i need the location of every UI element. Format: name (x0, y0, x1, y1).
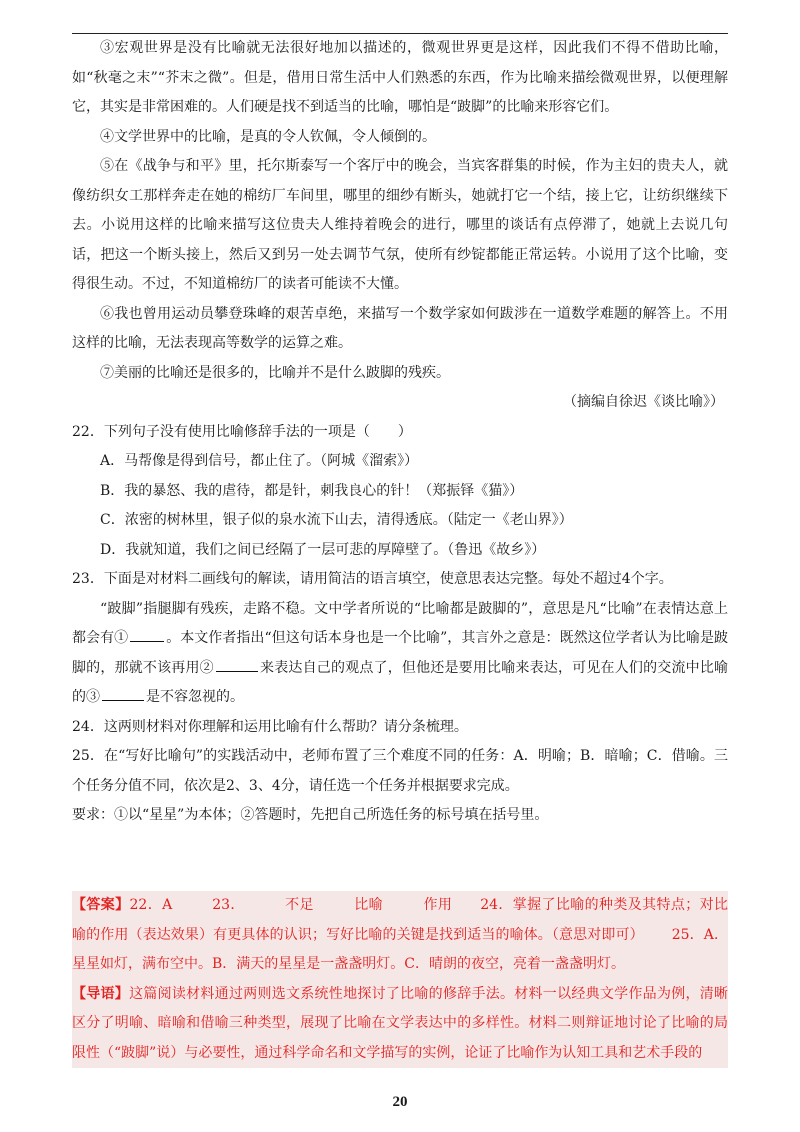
passage-paragraph-5: ⑤在《战争与和平》里，托尔斯泰写一个客厅中的晚会，当宾客群集的时候，作为主妇的贵夫人，就像纺织女工那样奔走在她的棉纺厂车间里，哪里的细纱有断头，她就打它一个结，接上它，让纺织继续下去。小说用这样的比喻来描写这位贵夫人维持着晚会的进行，哪里的谈话有点停滞了，她就上去说几句话，把这一个断头接上，然后又到另一处去调节气氛，使所有纱锭都能正常运转。小说用了这个比喻，变得很生动。不过，不知道棉纺厂的读者可能读不大懂。 (72, 158, 728, 292)
passage-paragraph-3: ③宏观世界是没有比喻就无法很好地加以描述的，微观世界更是这样，因此我们不得不借助比喻，如“秋毫之末”“芥末之微”。但是，借用日常生活中人们熟悉的东西，作为比喻来描绘微观世界，以便理解它，其实是非常困难的。人们硬是找不到适当的比喻，哪怕是“跛脚”的比喻来形容它们。 (72, 40, 728, 115)
answer-paragraph (72, 891, 728, 980)
question-22-option-c: C．浓密的树林里，银子似的泉水流下山去，清得透底。（陆定一《老山界》） (100, 512, 573, 528)
q23-text-part-2: 。本文作者指出“但这句话本身也是一个比喻”，其言外之意是：既然这位学者认为比喻是跛脚的，那就不该再用② (72, 630, 729, 676)
answer-23-blank-1: 不足 (284, 897, 314, 913)
q23-text-part-3: 来表达自己的观点了，但他还是要用比喻来表达，可见在人们的交流中比喻的③ (72, 659, 729, 705)
answer-22: 22．A (129, 897, 173, 913)
q23-blank-2 (216, 657, 258, 672)
main-content (72, 34, 728, 831)
question-25-stem: 25．在“写好比喻句”的实践活动中，老师布置了三个难度不同的任务：A．明喻；B．暗喻；C．借喻。三个任务分值不同，依次是2、3、4分，请任选一个任务并根据要求完成。 (72, 748, 728, 794)
question-22-option-a: A．马帮像是得到信号，都止住了。（阿城《溜索》） (100, 453, 419, 469)
passage-paragraph-4: ④文学世界中的比喻，是真的令人钦佩，令人倾倒的。 (100, 128, 436, 145)
page-number: 20 (392, 1094, 408, 1110)
question-22-option-b: B．我的暴怒、我的虐待，都是针，刺我良心的针！（郑振铎《猫》） (100, 482, 524, 499)
answer-24: 24．掌握了比喻的种类及其特点；对比喻的作用（表达效果）有更具体的认识；写好比喻的关键是找到适当的喻体。（意思对即可） (72, 897, 729, 943)
question-24-stem: 24．这两则材料对你理解和运用比喻有什么帮助？请分条梳理。 (72, 718, 468, 735)
question-22-option-d: D．我就知道，我们之间已经隔了一层可悲的厚障壁了。（鲁迅《故乡》） (100, 541, 546, 558)
guide-text: 这篇阅读材料通过两则选文系统性地探讨了比喻的修辞手法。材料一以经典文学作品为例，清晰区分了明喻、暗喻和借喻三种类型，展现了比喻在文学表达中的多样性。材料二则辩证地讨论了比喻的局限性（“跛脚”说）与必要性，通过科学命名和文学描写的实例，论证了比喻作为认知工具和艺术手段的 (72, 985, 729, 1061)
passage-paragraph-7: ⑦美丽的比喻还是很多的，比喻并不是什么跛脚的残疾。 (100, 364, 450, 381)
question-23-text (72, 595, 728, 713)
q23-blank-1 (130, 627, 164, 642)
q23-blank-3 (102, 686, 144, 701)
guide-paragraph (72, 980, 728, 1069)
answer-23-number: 23． (212, 897, 245, 913)
q23-text-part-4: 是不容忽视的。 (146, 689, 244, 705)
question-25-requirement: 要求：①以“星星”为本体；②答题时，先把自己所选任务的标号填在括号里。 (72, 807, 549, 823)
q23-text-part-1: “跛脚”指腿脚有残疾，走路不稳。文中学者所说的“比喻都是跛脚的”，意思是凡“比喻”在表情达意上都会有① (72, 600, 728, 646)
answer-23-blank-3: 作用 (423, 897, 453, 913)
answer-label: 【答案】 (72, 897, 130, 913)
answer-25: 25．A．星星如灯，满布空中。B．满天的星星是一盏盏明灯。C．晴朗的夜空，亮着一盏盏明灯。 (72, 926, 728, 972)
answer-section (72, 891, 728, 1068)
passage-source: （摘编自徐迟《谈比喻》） (563, 394, 724, 410)
question-22-stem: 22．下列句子没有使用比喻修辞手法的一项是（ ） (72, 423, 412, 440)
answer-23-blank-2: 比喻 (353, 897, 384, 913)
passage-paragraph-6: ⑥我也曾用运动员攀登珠峰的艰苦卓绝，来描写一个数学家如何跋涉在一道数学难题的解答上。不用这样的比喻，无法表现高等数学的运算之难。 (72, 305, 728, 351)
question-23-stem: 23．下面是对材料二画线句的解读，请用简洁的语言填空，使意思表达完整。每处不超过4个字。 (72, 571, 673, 587)
guide-label: 【导语】 (72, 985, 130, 1002)
